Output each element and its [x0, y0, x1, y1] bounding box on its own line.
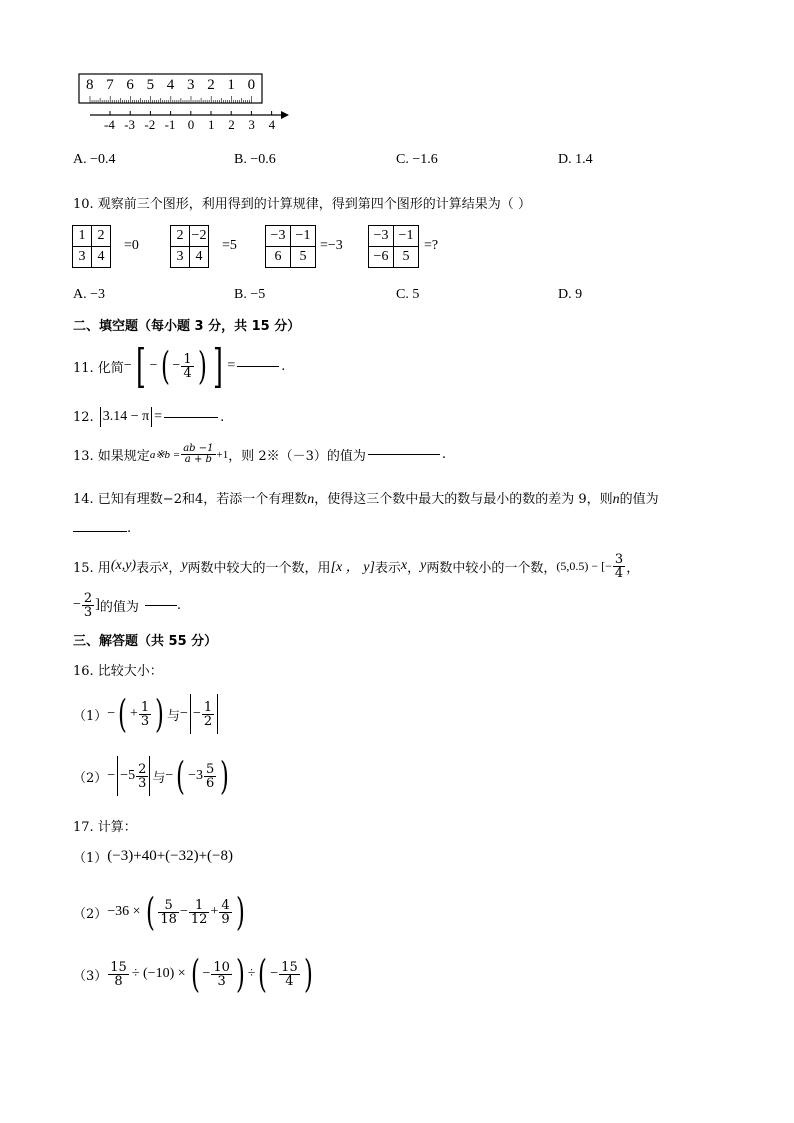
grid-cell: 2: [171, 226, 190, 247]
q15-line-1: [73, 551, 639, 581]
q16-denominator: 6: [206, 775, 215, 791]
q15-var-x: x: [162, 558, 169, 573]
q16-part-2-label: （2）: [73, 770, 108, 786]
section-3-heading: 三、解答题（共 55 分）: [73, 634, 218, 649]
q17-fraction: [211, 961, 232, 988]
q17-numerator: 15: [281, 959, 298, 975]
q16-denominator: 3: [138, 775, 147, 791]
grid-cell: 6: [266, 247, 291, 268]
q17-numerator: 5: [158, 899, 179, 913]
q15-text: 的值为: [99, 599, 139, 615]
q15-label: 15. 用: [73, 560, 111, 576]
q9-option-b: B. −0.6: [234, 152, 276, 167]
q13-numerator: ab −1: [183, 443, 214, 454]
q16-part-1-label: （1）: [73, 708, 108, 724]
q16-compare-word: 与: [167, 708, 181, 724]
q15-min-notation: [x ， y]: [330, 560, 375, 575]
q13-fraction: [181, 444, 215, 465]
q15-var-y: y: [181, 558, 188, 573]
q10-grid-3-result: =−3: [320, 238, 343, 253]
axis-number: -4: [104, 117, 115, 132]
q17-part-2-label: （2）: [73, 906, 108, 922]
q15-comma: ，: [168, 560, 182, 576]
q16-fraction: [204, 763, 216, 790]
q11-numerator: 1: [183, 351, 192, 367]
q17-part-1-label: （1）: [73, 851, 108, 866]
q15-text: 表示: [374, 560, 401, 576]
q10-option-d: D. 9: [558, 287, 583, 302]
grid-cell: 5: [291, 247, 316, 268]
grid-cell: 2: [92, 226, 111, 247]
section-2-heading: 二、填空题（每小题 3 分，共 15 分）: [73, 319, 301, 334]
q15-comma: ，: [407, 560, 421, 576]
q10-option-b: B. −5: [234, 287, 266, 302]
grid-cell: −3: [266, 226, 291, 247]
q13-answer-blank: [368, 454, 440, 455]
q14-var-n-2: n: [612, 492, 620, 507]
q17-fraction: [108, 961, 129, 988]
q13-denominator: a + b: [184, 454, 212, 465]
q10-grid-1-result: =0: [124, 238, 139, 253]
q9-option-d: D. 1.4: [558, 152, 593, 167]
q16-fraction: [136, 763, 148, 790]
q15-text: 表示: [136, 560, 163, 576]
q9-option-c: C. −1.6: [396, 152, 438, 167]
q16-numerator: 2: [138, 761, 147, 777]
q11-end: .: [281, 358, 286, 374]
q14-text-b: ，使得这三个数中最大的数与最小的数的差为 9，则: [314, 492, 613, 507]
q10-option-c: C. 5: [396, 287, 420, 302]
q11: 11. 化简 − [ − ( − $\frac{1}{4}$ ) ] = .: [73, 339, 286, 393]
q12-label: 12.: [73, 409, 94, 425]
q17-denominator: 4: [285, 973, 294, 989]
ruler-top-number: 2: [207, 77, 215, 93]
q16-compare-word: 与: [152, 770, 166, 786]
q17-denominator: 8: [114, 973, 123, 989]
grid-cell: 3: [171, 247, 190, 268]
q15-numerator: 3: [614, 551, 624, 567]
q10-grid-3: [265, 225, 316, 268]
axis-number: 0: [187, 117, 195, 132]
q15-denominator: 3: [83, 604, 93, 620]
q17-denominator: 18: [160, 911, 177, 927]
q11-fraction: [181, 353, 193, 380]
q17-part-2: （2） −36 × ( $\frac{5}{18}$ − $\frac{1}{12}$ + $\frac{4}{9}$ ): [73, 890, 245, 934]
grid-cell: 1: [73, 226, 92, 247]
q13-end: .: [441, 447, 447, 462]
q17-numerator: 10: [213, 959, 230, 975]
q17-fraction: [189, 899, 210, 926]
axis-number: -3: [124, 117, 136, 132]
q13: [73, 444, 446, 465]
q15-end: .: [176, 597, 182, 613]
q12-answer-blank: [164, 417, 218, 418]
q17-denominator: 12: [190, 911, 208, 927]
q11-answer-blank: [237, 366, 279, 367]
q15-var-y: y: [420, 558, 427, 573]
q15-comma: ，: [626, 560, 640, 576]
axis-number: 1: [208, 117, 215, 132]
q15-expression: (5,0.5) − [−: [556, 558, 612, 573]
q17-numerator: 4: [221, 897, 230, 913]
q13-question: ，则 2※（－3）的值为: [228, 449, 366, 464]
q10-grid-1: [72, 225, 111, 268]
q16-denominator: 3: [140, 713, 150, 729]
grid-cell: 4: [190, 247, 209, 268]
q17-title: 17. 计算：: [73, 820, 137, 835]
q16-whole-number: 3: [196, 768, 204, 783]
q17-numerator: 1: [189, 899, 210, 913]
ruler-top-number: 3: [187, 77, 195, 93]
q17-part-3: （3） $\frac{15}{8}$ ÷ (−10) × ( − $\frac{10}{3}$ ) ÷ ( − $\frac{15}{4}$ ): [73, 952, 313, 996]
q14-text-a: 14. 已知有理数−2和4，若添一个有理数: [73, 492, 308, 507]
q13-label: 13. 如果规定: [73, 449, 150, 464]
q10-grid-2-result: =5: [222, 238, 237, 253]
q16-whole-number: 5: [128, 768, 136, 783]
q15-fraction-2: [82, 592, 94, 619]
q16-denominator: 2: [203, 713, 213, 729]
ruler-top-number: 6: [126, 77, 134, 93]
q17-fraction: [158, 899, 179, 926]
q15-var-x: x: [400, 558, 408, 573]
q14-var-n: n: [307, 492, 315, 507]
q17-part-1: [73, 847, 233, 866]
grid-cell: −6: [369, 247, 394, 268]
q13-operator-def: a※b =: [149, 449, 181, 461]
q12-end: .: [220, 409, 225, 425]
q14-end: .: [127, 521, 132, 536]
axis-number: 2: [228, 117, 235, 132]
q16-numerator: 5: [206, 761, 215, 777]
q15-bracket: ]: [95, 597, 100, 612]
ruler-top-number: 1: [227, 77, 235, 93]
ruler-top-number: 5: [146, 77, 155, 93]
q12: [73, 407, 224, 427]
q17-denominator: 3: [217, 973, 226, 989]
q14-line-1: [73, 488, 659, 508]
q14-line-2: [73, 521, 131, 536]
grid-cell: −3: [369, 226, 394, 247]
ruler-top-number: 4: [166, 77, 175, 93]
grid-cell: −1: [291, 226, 316, 247]
q15-fraction-1: [613, 553, 625, 580]
q10-grid-4: [368, 225, 419, 268]
q15-numerator: 2: [83, 590, 93, 606]
q15-answer-blank: [145, 605, 177, 606]
q14-answer-blank: [73, 531, 127, 532]
q16-part-2: （2） − − 5 $\frac{2}{3}$ 与 − ( − 3 $\frac{5}{6}$ ): [73, 754, 230, 798]
grid-cell: −2: [190, 226, 209, 247]
q16-part-1: （1） − ( + $\frac{1}{3}$ ) 与 − − $\frac{1}{2}$: [73, 690, 218, 738]
q16-numerator: 1: [140, 699, 150, 715]
q15-denominator: 4: [614, 565, 624, 581]
q15-minus: −: [73, 597, 81, 612]
q13-plus-one: +1: [216, 448, 229, 461]
grid-cell: 5: [394, 247, 419, 268]
grid-cell: −1: [394, 226, 419, 247]
axis-number: 3: [248, 117, 255, 132]
q12-expression: 3.14 − π: [102, 409, 150, 424]
q15-text: 两数中较大的一个数，用: [187, 560, 331, 576]
grid-cell: 3: [73, 247, 92, 268]
q17-part-3-middle: ÷ (−10) ×: [131, 966, 186, 981]
ruler-top-number: 0: [247, 77, 256, 93]
q17-numerator: 15: [110, 959, 127, 975]
ruler-top-number: 8: [86, 77, 94, 93]
q17-fraction: [279, 961, 300, 988]
q14-text-c: 的值为: [619, 492, 659, 507]
q16-numerator: 1: [203, 699, 213, 715]
q16-fraction: [202, 701, 214, 728]
grid-cell: 4: [92, 247, 111, 268]
q10-option-a: A. −3: [73, 287, 106, 302]
q9-option-a: A. −0.4: [73, 152, 116, 167]
q16-fraction: [139, 701, 151, 728]
axis-number: -1: [164, 117, 176, 132]
q16-title: 16. 比较大小：: [73, 664, 163, 679]
q11-denominator: 4: [183, 365, 192, 381]
axis-number: 4: [268, 117, 276, 132]
q17-part-2-prefix: −36 ×: [107, 904, 141, 919]
axis-number: -2: [144, 117, 156, 132]
q15-text: 两数中较小的一个数，: [426, 560, 557, 576]
q11-equals: =: [227, 358, 236, 373]
q17-fraction: [219, 899, 231, 926]
q11-label: 11. 化简: [73, 360, 124, 376]
q10-grid-4-result: =?: [424, 238, 439, 253]
q17-part-1-expression: (−3)+40+(−32)+(−8): [107, 848, 234, 864]
q15-max-notation: (x,y): [110, 558, 137, 573]
q17-denominator: 9: [221, 911, 230, 927]
q10-text: 10. 观察前三个图形，利用得到的计算规律，得到第四个图形的计算结果为（ ）: [73, 197, 531, 212]
q10-grid-2: [170, 225, 209, 268]
q15-line-2: [73, 590, 181, 620]
ruler-top-number: 7: [106, 77, 114, 93]
q17-part-3-label: （3）: [73, 968, 108, 984]
q12-equals: =: [154, 409, 163, 424]
